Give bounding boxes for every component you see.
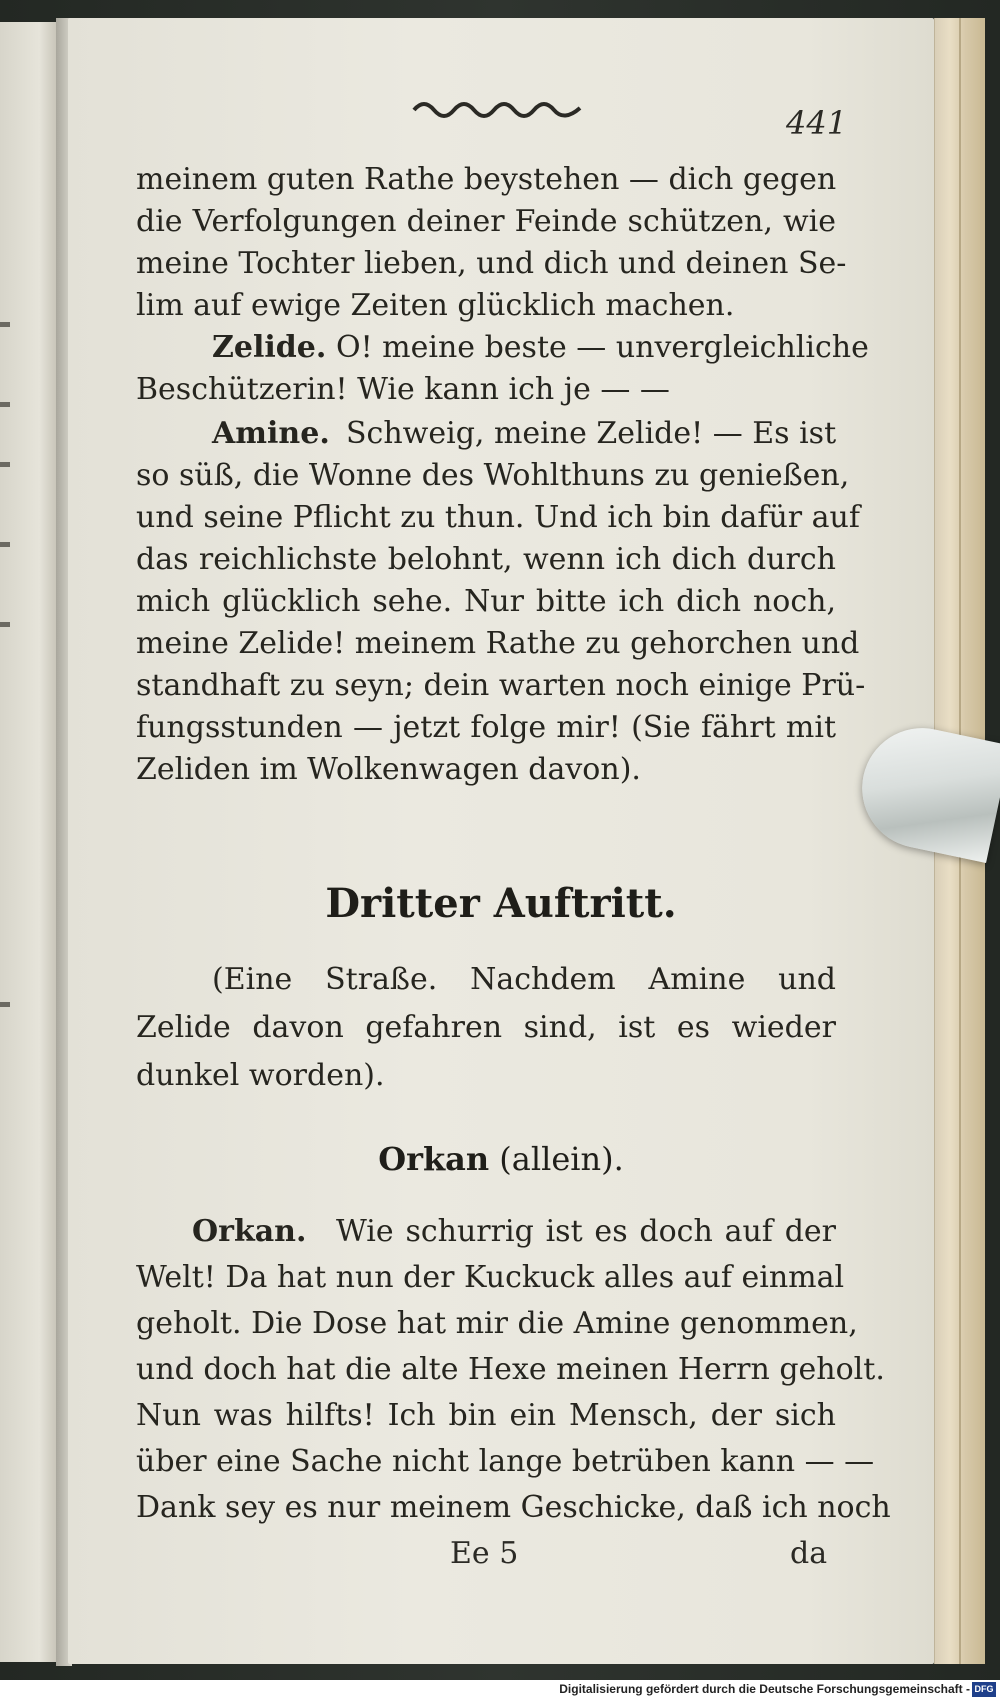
text-line [192,1212,332,1252]
text-line: Zelide davon gefahren sind, ist es wieder [136,1010,836,1045]
facing-page-edge [0,22,58,1662]
text-line: (Eine Straße. Nachdem Amine und [212,962,836,997]
text-line: meine Zelide! meinem Rathe zu gehorchen und [136,626,860,661]
text-line: standhaft zu seyn; dein warten noch einige Prü- [136,668,866,703]
text-line: Zeliden im Wolkenwagen davon). [136,752,641,787]
text-line: Dank sey es nur meinem Geschicke, daß ich noch [136,1490,891,1525]
speaker-name: Amine. [212,416,330,451]
text-line: so süß, die Wonne des Wohlthuns zu genießen, [136,458,850,493]
text-line: und doch hat die alte Hexe meinen Herrn geholt. [136,1352,885,1387]
ornament-flourish [412,96,582,124]
text-line: Beschützerin! Wie kann ich je — — [136,372,670,407]
text-line: mich glücklich sehe. Nur bitte ich dich noch, [136,584,836,619]
catchword: da [790,1536,828,1571]
text-line: und seine Pflicht zu thun. Und ich bin dafür auf [136,500,860,535]
text-line: Wie schurrig ist es doch auf der [336,1214,836,1249]
character-heading [68,1140,934,1178]
speaker-name: Zelide. [212,330,327,365]
text-line: O! meine beste — unvergleichliche [336,330,869,365]
text-line: Nun was hilfts! Ich bin ein Mensch, der sich [136,1398,836,1433]
text-line: die Verfolgungen deiner Feinde schützen, wie [136,204,836,239]
text-line: lim auf ewige Zeiten glücklich machen. [136,288,735,323]
speaker-name: Orkan. [192,1214,307,1249]
text-line: Welt! Da hat nun der Kuckuck alles auf einmal [136,1260,845,1295]
text-line: Schweig, meine Zelide! — Es ist [346,416,837,451]
text-line [212,414,342,454]
character-name: Orkan [378,1140,490,1178]
dfg-logo: DFG [972,1682,996,1697]
text-line: das reichlichste belohnt, wenn ich dich durch [136,542,836,577]
funding-notice: Digitalisierung gefördert durch die Deutsche Forschungsgemeinschaft - [559,1682,970,1696]
text-line: meine Tochter lieben, und dich und deinen Se- [136,246,847,281]
signature-mark: Ee 5 [450,1536,519,1571]
text-line: fungsstunden — jetzt folge mir! (Sie fährt mit [136,710,836,745]
text-line: über eine Sache nicht lange betrüben kann — — [136,1444,875,1479]
page-number: 441 [786,104,848,142]
text-line: dunkel worden). [136,1058,385,1093]
text-line: geholt. Die Dose hat mir die Amine genommen, [136,1306,858,1341]
character-note: (allein). [499,1140,624,1178]
text-line: meinem guten Rathe beystehen — dich gegen [136,162,837,197]
scene-heading: Dritter Auftritt. [325,880,677,927]
